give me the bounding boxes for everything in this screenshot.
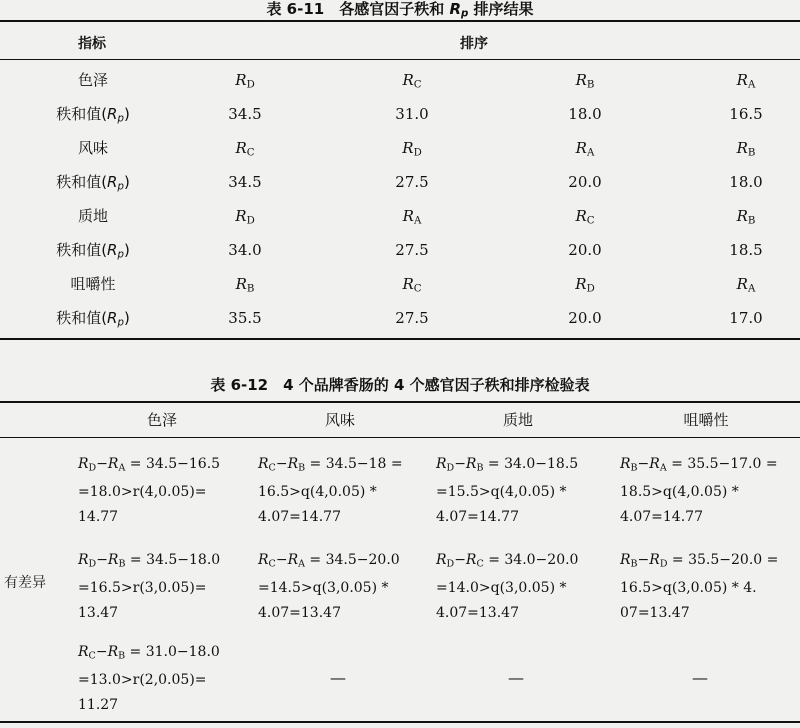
table1-row bbox=[0, 270, 800, 298]
table2-empty-dash: — bbox=[692, 668, 708, 687]
formula-line: $R_C-R_A = 34.5-20.0$ bbox=[258, 552, 400, 570]
formula-line: =16.5>r(3,0.05)= bbox=[78, 580, 207, 597]
table1-value-cell: 34.5 bbox=[228, 105, 262, 123]
table1-rank-cell: $R_D$ bbox=[235, 207, 255, 227]
table2-formula-cell bbox=[436, 548, 578, 626]
table1-title: 表 6-11 各感官因子秩和 $R_p$ 排序结果 bbox=[266, 0, 534, 20]
table1-row bbox=[0, 202, 800, 230]
formula-line: 4.07=14.77 bbox=[258, 509, 341, 526]
table2-top-rule bbox=[0, 401, 800, 403]
table1-header-ranking: 排序 bbox=[460, 36, 488, 52]
formula-line: 13.47 bbox=[78, 605, 119, 622]
table2-header-chewiness: 咀嚼性 bbox=[683, 411, 729, 429]
table1-row-label: 色泽 bbox=[77, 71, 108, 89]
formula-line: $R_C-R_B = 31.0-18.0$ bbox=[78, 644, 220, 662]
table1-value-cell: 18.0 bbox=[729, 173, 763, 191]
table1-rank-cell: $R_A$ bbox=[575, 139, 595, 159]
formula-line: 4.07=14.77 bbox=[620, 509, 703, 526]
table1-bottom-rule bbox=[0, 338, 800, 340]
formula-line: $R_B-R_A = 35.5-17.0$ = bbox=[620, 456, 778, 474]
table1-row-label: 秩和值$(R_p)$ bbox=[56, 105, 130, 125]
formula-line: $R_C-R_B = 34.5-18$ = bbox=[258, 456, 403, 474]
table2-formula-cell bbox=[436, 452, 578, 530]
table2-formula-cell bbox=[258, 452, 403, 530]
formula-line: =15.5>q(4,0.05) * bbox=[436, 484, 567, 501]
table1-row bbox=[0, 236, 800, 264]
table2-empty-dash: — bbox=[508, 668, 524, 687]
formula-line: 4.07=13.47 bbox=[436, 605, 519, 622]
formula-line: $R_B-R_D = 35.5-20.0$ = bbox=[620, 552, 779, 570]
table1-rank-cell: $R_C$ bbox=[575, 207, 595, 227]
table2-formula-cell bbox=[258, 548, 400, 626]
table2-formula-cell bbox=[620, 452, 778, 530]
table1-row-label: 秩和值$(R_p)$ bbox=[56, 309, 130, 329]
table2-formula-cell bbox=[78, 548, 220, 626]
table2-row-label: 有差异 bbox=[4, 575, 46, 591]
table1-rank-cell: $R_B$ bbox=[736, 207, 756, 227]
table1-header-indicator: 指标 bbox=[78, 36, 106, 52]
table1-row bbox=[0, 304, 800, 332]
table2-formula-cell bbox=[78, 640, 220, 718]
formula-line: 16.5>q(4,0.05) * bbox=[258, 484, 377, 501]
table1-header-rule bbox=[0, 59, 800, 60]
table1-value-cell: 16.5 bbox=[729, 105, 763, 123]
table1-value-cell: 17.0 bbox=[729, 309, 763, 327]
formula-line: =18.0>r(4,0.05)= bbox=[78, 484, 207, 501]
table1-rank-cell: $R_B$ bbox=[235, 275, 255, 295]
formula-line: 4.07=14.77 bbox=[436, 509, 519, 526]
table1-value-cell: 20.0 bbox=[568, 241, 602, 259]
table1-top-rule bbox=[0, 20, 800, 22]
table1-value-cell: 31.0 bbox=[395, 105, 429, 123]
table1-value-cell: 27.5 bbox=[395, 309, 429, 327]
table2-formula-cell bbox=[78, 452, 220, 530]
formula-line: $R_D-R_A = 34.5-16.5$ bbox=[78, 456, 221, 474]
formula-line: 07=13.47 bbox=[620, 605, 690, 622]
table2-title: 表 6-12 4 个品牌香肠的 4 个感官因子秩和排序检验表 bbox=[210, 376, 590, 394]
table2-header-rule bbox=[0, 437, 800, 438]
table1-value-cell: 34.5 bbox=[228, 173, 262, 191]
table1-row-label: 质地 bbox=[77, 207, 108, 225]
table2-empty-dash: — bbox=[330, 668, 346, 687]
table1-row-label: 风味 bbox=[77, 139, 108, 157]
table1-row bbox=[0, 134, 800, 162]
table1-value-cell: 27.5 bbox=[395, 173, 429, 191]
table1-rank-cell: $R_A$ bbox=[736, 275, 756, 295]
table1-row bbox=[0, 66, 800, 94]
formula-line: 14.77 bbox=[78, 509, 119, 526]
table2-header-flavor: 风味 bbox=[324, 411, 355, 429]
table1-rank-cell: $R_C$ bbox=[402, 71, 422, 91]
table1-row-label: 秩和值$(R_p)$ bbox=[56, 241, 130, 261]
table1-rank-cell: $R_B$ bbox=[736, 139, 756, 159]
table1-rank-cell: $R_C$ bbox=[235, 139, 255, 159]
formula-line: $R_D-R_B = 34.5-18.0$ bbox=[78, 552, 221, 570]
formula-line: 18.5>q(4,0.05) * bbox=[620, 484, 739, 501]
table2-header-texture: 质地 bbox=[502, 411, 533, 429]
table1-value-cell: 35.5 bbox=[228, 309, 262, 327]
table1-value-cell: 34.0 bbox=[228, 241, 262, 259]
table2-header-color: 色泽 bbox=[146, 411, 177, 429]
formula-line: =13.0>r(2,0.05)= bbox=[78, 672, 207, 689]
table2-bottom-rule bbox=[0, 721, 800, 723]
formula-line: 4.07=13.47 bbox=[258, 605, 341, 622]
table2-formula-cell bbox=[620, 548, 778, 626]
formula-line: =14.5>q(3,0.05) * bbox=[258, 580, 389, 597]
formula-line: $R_D-R_C = 34.0-20.0$ bbox=[436, 552, 579, 570]
formula-line: =14.0>q(3,0.05) * bbox=[436, 580, 567, 597]
table1-rank-cell: $R_A$ bbox=[736, 71, 756, 91]
table1-value-cell: 27.5 bbox=[395, 241, 429, 259]
table1-value-cell: 20.0 bbox=[568, 309, 602, 327]
formula-line: 11.27 bbox=[78, 697, 119, 714]
table1-value-cell: 20.0 bbox=[568, 173, 602, 191]
table1-row-label: 咀嚼性 bbox=[70, 275, 116, 293]
table1-row bbox=[0, 168, 800, 196]
table1-row-label: 秩和值$(R_p)$ bbox=[56, 173, 130, 193]
table1-rank-cell: $R_D$ bbox=[402, 139, 422, 159]
table1-value-cell: 18.0 bbox=[568, 105, 602, 123]
table1-rank-cell: $R_C$ bbox=[402, 275, 422, 295]
table1-rank-cell: $R_A$ bbox=[402, 207, 422, 227]
formula-line: $R_D-R_B = 34.0-18.5$ bbox=[436, 456, 579, 474]
table1-value-cell: 18.5 bbox=[729, 241, 763, 259]
table1-row bbox=[0, 100, 800, 128]
table1-rank-cell: $R_D$ bbox=[235, 71, 255, 91]
table1-rank-cell: $R_D$ bbox=[575, 275, 595, 295]
formula-line: 16.5>q(3,0.05) * 4. bbox=[620, 580, 757, 597]
table1-rank-cell: $R_B$ bbox=[575, 71, 595, 91]
